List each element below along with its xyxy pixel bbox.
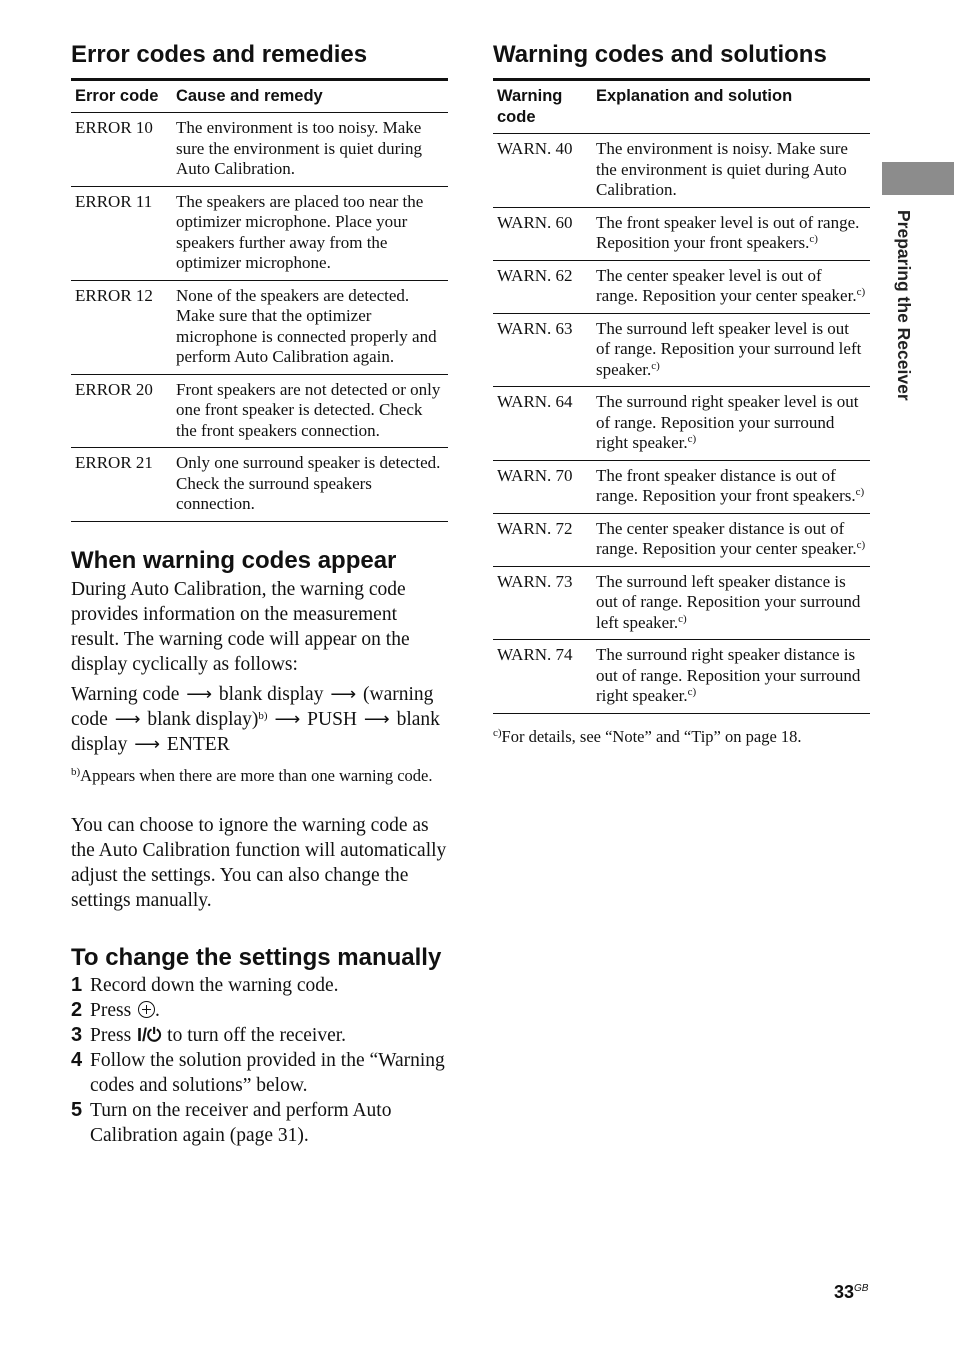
page-number-suffix: GB — [854, 1283, 869, 1294]
table-row — [71, 374, 448, 448]
sequence-step: blank display) — [147, 708, 259, 730]
error-code-cell: ERROR 21 — [71, 448, 172, 522]
step-number: 2 — [71, 998, 83, 1021]
warning-code-cell: WARN. 60 — [493, 207, 592, 260]
table-row — [493, 513, 870, 566]
error-code-cell: ERROR 20 — [71, 374, 172, 448]
warning-code-cell: WARN. 62 — [493, 260, 592, 313]
right-column — [493, 42, 870, 748]
step-text: Turn on the receiver and perform Auto Calibration again (page 31). — [90, 1099, 392, 1146]
solution-cell — [592, 313, 870, 387]
table-row — [71, 448, 448, 522]
solution-text: The surround left speaker distance is out of range. Reposition your surround left speaker. — [596, 571, 861, 632]
error-code-cell: ERROR 11 — [71, 186, 172, 280]
footnote-c — [493, 726, 870, 748]
solution-cell — [592, 387, 870, 461]
footnote-mark: b) — [71, 765, 81, 778]
table-row — [493, 134, 870, 208]
warning-codes-heading: Warning codes and solutions — [493, 41, 827, 68]
solution-text: The front speaker level is out of range. Reposition your front speakers. — [596, 212, 860, 252]
step-text: Press — [90, 999, 132, 1021]
solution-cell — [592, 566, 870, 640]
column-header-error-code: Error code — [71, 81, 172, 113]
change-settings-heading: To change the settings manually — [71, 943, 442, 971]
warning-code-cell: WARN. 64 — [493, 387, 592, 461]
table-row — [493, 387, 870, 461]
sequence-step: PUSH — [307, 708, 357, 730]
solution-cell — [592, 640, 870, 714]
table-row — [493, 460, 870, 513]
footnote-mark: c) — [856, 539, 866, 551]
remedy-cell: Front speakers are not detected or only one front speaker is detected. Check the front speakers connection. — [172, 374, 448, 448]
sequence-step: (warning code — [71, 683, 434, 730]
sequence-step: blank display — [71, 708, 440, 755]
chapter-tab-marker — [882, 162, 954, 195]
warning-codes-appear-heading: When warning codes appear — [71, 546, 397, 574]
footnote-b — [71, 765, 448, 787]
warning-code-cell: WARN. 63 — [493, 313, 592, 387]
solution-text: The surround right speaker distance is out of range. Reposition your surround right speaker. — [596, 645, 861, 705]
sequence-step: blank display — [218, 683, 324, 705]
chapter-side-label: Preparing the Receiver — [894, 210, 914, 401]
sequence-step: ENTER — [166, 733, 230, 755]
error-code-cell: ERROR 10 — [71, 113, 172, 187]
solution-text: The surround right speaker level is out of range. Reposition your surround right speaker. — [596, 392, 859, 452]
steps-list — [71, 973, 448, 1148]
remedy-cell: None of the speakers are detected. Make sure that the optimizer microphone is connected properly and perform Auto Calibration again. — [172, 280, 448, 374]
footnote-mark: c) — [493, 726, 502, 739]
right-arrow-icon: ⟶ — [186, 683, 213, 704]
footnote-mark: c) — [678, 612, 687, 625]
table-row — [493, 640, 870, 714]
left-column — [71, 42, 448, 1148]
solution-cell — [592, 260, 870, 313]
page-number-value: 33 — [834, 1282, 855, 1302]
solution-text: The center speaker level is out of range. Reposition your center speaker. — [596, 265, 857, 305]
step-text: Press — [90, 1024, 132, 1046]
ignore-paragraph: You can choose to ignore the warning code as the Auto Calibration function will automatically adjust the settings. You can also change the settings manually. — [71, 814, 447, 911]
table-row — [71, 186, 448, 280]
footnote-mark: c) — [809, 233, 818, 245]
right-arrow-icon: ⟶ — [274, 708, 301, 729]
solution-text: The front speaker distance is out of range. Reposition your front speakers. — [596, 465, 856, 505]
remedy-cell: The speakers are placed too near the optimizer microphone. Place your speakers further away from the optimizer microphone. — [172, 186, 448, 280]
right-arrow-icon: ⟶ — [134, 733, 161, 754]
solution-cell — [592, 513, 870, 566]
step-item — [71, 1098, 448, 1148]
solution-text: The environment is noisy. Make sure the environment is quiet during Auto Calibration. — [596, 139, 848, 199]
warning-code-cell: WARN. 40 — [493, 134, 592, 208]
error-code-cell: ERROR 12 — [71, 280, 172, 374]
footnote-mark: c) — [687, 433, 697, 445]
warning-intro-paragraph: During Auto Calibration, the warning code provides information on the measurement result. The warning code will appear on the display cyclically as follows: — [71, 578, 410, 675]
table-header-row — [71, 81, 448, 113]
step-number: 4 — [71, 1048, 83, 1071]
right-arrow-icon: ⟶ — [363, 708, 390, 729]
warning-solutions-heading-block — [493, 42, 870, 81]
solution-cell — [592, 207, 870, 260]
step-item — [71, 973, 448, 998]
table-row — [71, 113, 448, 187]
footnote-mark-b: b) — [258, 709, 268, 722]
remedy-cell: Only one surround speaker is detected. Check the surround speakers connection. — [172, 448, 448, 522]
error-codes-table — [71, 81, 448, 522]
sequence-step: Warning code — [71, 683, 180, 705]
step-text: Record down the warning code. — [90, 974, 339, 996]
solution-text: The center speaker distance is out of range. Reposition your center speaker. — [596, 518, 857, 558]
step-number: 1 — [71, 973, 83, 996]
step-text-end: to turn off the receiver. — [167, 1024, 347, 1046]
step-number: 5 — [71, 1098, 83, 1121]
step-text-end: . — [155, 999, 160, 1021]
step-item — [71, 1023, 448, 1048]
table-header-row — [493, 81, 870, 134]
footnote-mark: c) — [651, 359, 660, 372]
error-codes-heading: Error codes and remedies — [71, 41, 368, 68]
column-header-warning-code: Warning code — [493, 81, 592, 134]
table-row — [493, 566, 870, 640]
warning-code-cell: WARN. 74 — [493, 640, 592, 714]
enter-circle-icon — [138, 1001, 155, 1018]
column-header-cause: Cause and remedy — [172, 81, 448, 113]
page-number — [834, 1282, 868, 1303]
footnote-mark: c) — [687, 686, 697, 698]
warning-code-cell: WARN. 73 — [493, 566, 592, 640]
remedy-cell: The environment is too noisy. Make sure the environment is quiet during Auto Calibration. — [172, 113, 448, 187]
table-row — [71, 280, 448, 374]
step-item — [71, 998, 448, 1023]
display-sequence — [71, 682, 448, 757]
footnote-text: Appears when there are more than one warning code. — [80, 765, 433, 785]
solution-text: The surround left speaker level is out of range. Reposition your surround left speaker. — [596, 318, 862, 379]
right-arrow-icon: ⟶ — [330, 683, 357, 704]
solution-cell — [592, 134, 870, 208]
step-text: Follow the solution provided in the “Warning codes and solutions” below. — [90, 1049, 445, 1096]
error-heading-block — [71, 42, 448, 81]
footnote-mark: c) — [855, 486, 865, 498]
footnote-text: For details, see “Note” and “Tip” on page 18. — [501, 726, 802, 746]
warning-code-cell: WARN. 70 — [493, 460, 592, 513]
power-icon: I/⏻ — [137, 1024, 162, 1045]
table-row — [493, 313, 870, 387]
footnote-mark: c) — [856, 286, 866, 298]
right-arrow-icon: ⟶ — [114, 708, 141, 729]
warning-code-cell: WARN. 72 — [493, 513, 592, 566]
table-row — [493, 207, 870, 260]
table-row — [493, 260, 870, 313]
column-header-explanation: Explanation and solution — [592, 81, 870, 134]
step-item — [71, 1048, 448, 1098]
solution-cell — [592, 460, 870, 513]
warning-codes-table — [493, 81, 870, 714]
step-number: 3 — [71, 1023, 83, 1046]
